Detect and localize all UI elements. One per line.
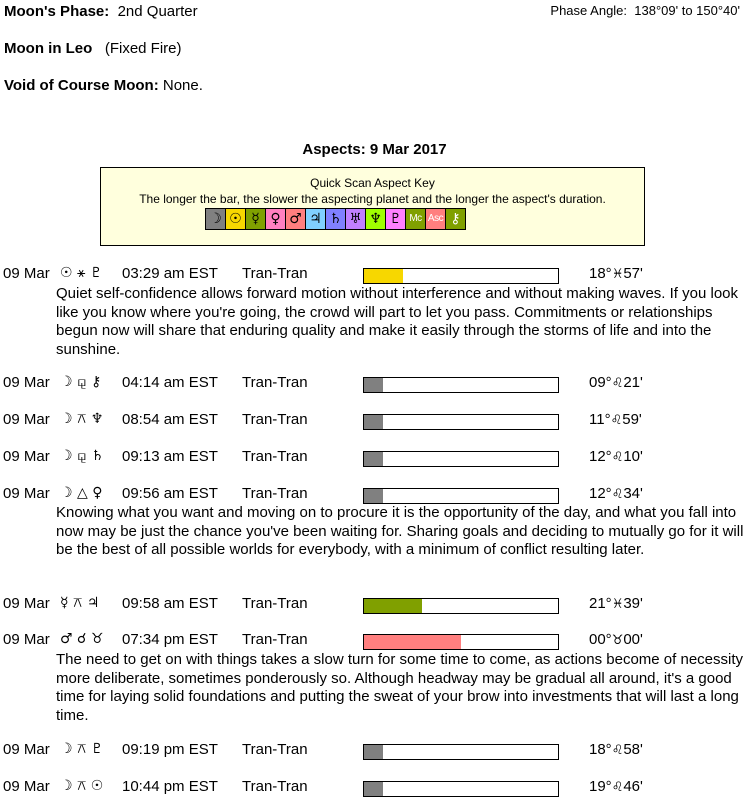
mars-icon: ♂ <box>286 209 306 229</box>
phase-angle-value: 138°09' to 150°40' <box>634 3 740 18</box>
aspect-glyphs-icon: ☽ △ ♀ <box>60 485 103 501</box>
midheaven-icon: Mc <box>406 209 426 229</box>
position-minutes: 58' <box>623 741 643 758</box>
aspect-position <box>589 448 643 465</box>
position-minutes: 00' <box>623 631 643 648</box>
aspect-date: 09 Mar <box>3 411 50 428</box>
aspect-date: 09 Mar <box>3 778 50 795</box>
position-degrees: 12° <box>589 448 612 465</box>
aspect-row <box>0 595 749 615</box>
aspect-interpretation: The need to get on with things takes a slow turn for some time to come, as actions become of necessity more deliberate, sometimes ponderously so. Although headway may be gradual all around, it's a good time for laying solid foundations and putting the sweat of your brow into investments that will last a long time. <box>56 651 744 724</box>
aspect-glyphs-icon: ☽ ⚼ ♄ <box>60 448 104 464</box>
key-swatches <box>205 208 466 230</box>
aspect-position <box>589 595 643 612</box>
moon-phase-value: 2nd Quarter <box>117 3 198 20</box>
duration-bar <box>363 634 559 650</box>
zodiac-sign-icon: ♓ <box>611 267 624 282</box>
moon-icon: ☽ <box>206 209 226 229</box>
duration-bar-fill <box>364 635 461 649</box>
aspect-time: 07:34 pm EST <box>122 631 218 648</box>
void-label: Void of Course Moon: <box>4 77 159 94</box>
duration-bar <box>363 744 559 760</box>
saturn-icon: ♄ <box>326 209 346 229</box>
ascendant-icon: Asc <box>426 209 446 229</box>
aspect-time: 09:56 am EST <box>122 485 218 502</box>
aspect-type: Tran-Tran <box>242 631 308 648</box>
aspect-row <box>0 778 749 798</box>
zodiac-sign-icon: ♌ <box>611 487 624 502</box>
aspect-position <box>589 374 643 391</box>
position-minutes: 59' <box>622 411 642 428</box>
aspect-glyphs-icon: ☽ ⚼ ⚷ <box>60 374 102 390</box>
duration-bar <box>363 414 559 430</box>
position-degrees: 18° <box>589 265 612 282</box>
aspects-title: Aspects: 9 Mar 2017 <box>302 141 447 158</box>
duration-bar-fill <box>364 599 422 613</box>
zodiac-sign-icon: ♉ <box>611 633 624 648</box>
zodiac-sign-icon: ♌ <box>611 450 624 465</box>
aspect-glyphs-icon: ☿ ⚻ ♃ <box>60 595 100 611</box>
zodiac-sign-icon: ♌ <box>611 780 624 795</box>
duration-bar <box>363 488 559 504</box>
position-minutes: 21' <box>623 374 643 391</box>
position-degrees: 11° <box>589 411 611 428</box>
aspect-position <box>589 411 642 428</box>
duration-bar-fill <box>364 782 383 796</box>
zodiac-sign-icon: ♌ <box>610 413 623 428</box>
aspect-position <box>589 631 643 648</box>
aspect-date: 09 Mar <box>3 631 50 648</box>
aspect-time: 10:44 pm EST <box>122 778 218 795</box>
aspect-type: Tran-Tran <box>242 741 308 758</box>
duration-bar-fill <box>364 489 383 503</box>
aspect-row <box>0 374 749 394</box>
aspect-row <box>0 448 749 468</box>
aspect-row <box>0 411 749 431</box>
position-minutes: 46' <box>623 778 643 795</box>
position-degrees: 09° <box>589 374 612 391</box>
aspect-position <box>589 485 643 502</box>
position-degrees: 12° <box>589 485 612 502</box>
aspect-date: 09 Mar <box>3 374 50 391</box>
aspect-key-box <box>100 167 645 246</box>
duration-bar <box>363 268 559 284</box>
position-minutes: 57' <box>623 265 643 282</box>
duration-bar-fill <box>364 415 383 429</box>
moon-phase-label: Moon's Phase: <box>4 3 110 20</box>
aspect-glyphs-icon: ☽ ⚻ ♆ <box>60 411 104 427</box>
position-degrees: 18° <box>589 741 612 758</box>
aspect-date: 09 Mar <box>3 485 50 502</box>
aspect-glyphs-icon: ♂ ☌ ♉ <box>60 631 104 647</box>
duration-bar <box>363 451 559 467</box>
venus-icon: ♀ <box>266 209 286 229</box>
mercury-icon: ☿ <box>246 209 266 229</box>
pluto-icon: ♇ <box>386 209 406 229</box>
duration-bar <box>363 598 559 614</box>
duration-bar-fill <box>364 452 383 466</box>
key-title: Quick Scan Aspect Key <box>310 176 435 190</box>
aspect-type: Tran-Tran <box>242 595 308 612</box>
zodiac-sign-icon: ♌ <box>611 743 624 758</box>
duration-bar <box>363 377 559 393</box>
aspect-glyphs-icon: ☽ ⚻ ☉ <box>60 778 104 794</box>
moon-sign <box>4 40 182 57</box>
duration-bar <box>363 781 559 797</box>
aspect-position <box>589 778 643 795</box>
aspect-interpretation: Quiet self-confidence allows forward motion without interference and without making waves. If you look like you know where you're going, the crowd will part to let you pass. Commitments or relationships begun now will share that enduring quality and make it easily through the storms of life and into the sunshine. <box>56 285 739 358</box>
aspect-type: Tran-Tran <box>242 374 308 391</box>
position-degrees: 21° <box>589 595 612 612</box>
aspect-type: Tran-Tran <box>242 265 308 282</box>
position-degrees: 19° <box>589 778 612 795</box>
position-degrees: 00° <box>589 631 612 648</box>
aspect-type: Tran-Tran <box>242 448 308 465</box>
aspect-glyphs-icon: ☽ ⚻ ♇ <box>60 741 104 757</box>
moon-sign-value: (Fixed Fire) <box>104 40 182 57</box>
duration-bar-fill <box>364 378 383 392</box>
aspect-type: Tran-Tran <box>242 778 308 795</box>
aspect-time: 09:19 pm EST <box>122 741 218 758</box>
sun-icon: ☉ <box>226 209 246 229</box>
aspect-position <box>589 265 643 282</box>
chiron-icon: ⚷ <box>446 209 465 229</box>
jupiter-icon: ♃ <box>306 209 326 229</box>
aspect-date: 09 Mar <box>3 595 50 612</box>
aspect-time: 04:14 am EST <box>122 374 218 391</box>
position-minutes: 10' <box>623 448 643 465</box>
aspect-row <box>0 485 749 505</box>
void-value: None. <box>162 77 203 94</box>
aspect-type: Tran-Tran <box>242 411 308 428</box>
aspect-type: Tran-Tran <box>242 485 308 502</box>
aspect-position <box>589 741 643 758</box>
duration-bar-fill <box>364 745 383 759</box>
position-minutes: 39' <box>623 595 643 612</box>
phase-angle-label: Phase Angle: <box>550 3 628 18</box>
aspect-row <box>0 265 749 285</box>
aspect-time: 09:58 am EST <box>122 595 218 612</box>
moon-phase <box>4 3 198 20</box>
aspect-time: 03:29 am EST <box>122 265 218 282</box>
aspect-row <box>0 741 749 761</box>
aspect-time: 08:54 am EST <box>122 411 218 428</box>
aspect-glyphs-icon: ☉ ⚹ ♇ <box>60 265 103 281</box>
key-description: The longer the bar, the slower the aspecting planet and the longer the aspect's duration. <box>139 192 606 206</box>
aspect-row <box>0 631 749 651</box>
aspect-date: 09 Mar <box>3 741 50 758</box>
void-of-course <box>4 77 203 94</box>
neptune-icon: ♆ <box>366 209 386 229</box>
duration-bar-fill <box>364 269 403 283</box>
moon-sign-label: Moon in Leo <box>4 40 93 57</box>
aspect-date: 09 Mar <box>3 448 50 465</box>
zodiac-sign-icon: ♓ <box>611 597 624 612</box>
aspect-interpretation: Knowing what you want and moving on to procure it is the opportunity of the day, and what you fall into now may be just the chance you've been waiting for. Sharing goals and deciding to mutually go for it will be the best of all possible worlds for everybody, with a minimum of conflict resulting later. <box>56 504 744 558</box>
aspect-date: 09 Mar <box>3 265 50 282</box>
uranus-icon: ♅ <box>346 209 366 229</box>
phase-angle <box>550 3 740 18</box>
aspect-time: 09:13 am EST <box>122 448 218 465</box>
position-minutes: 34' <box>623 485 643 502</box>
zodiac-sign-icon: ♌ <box>611 376 624 391</box>
